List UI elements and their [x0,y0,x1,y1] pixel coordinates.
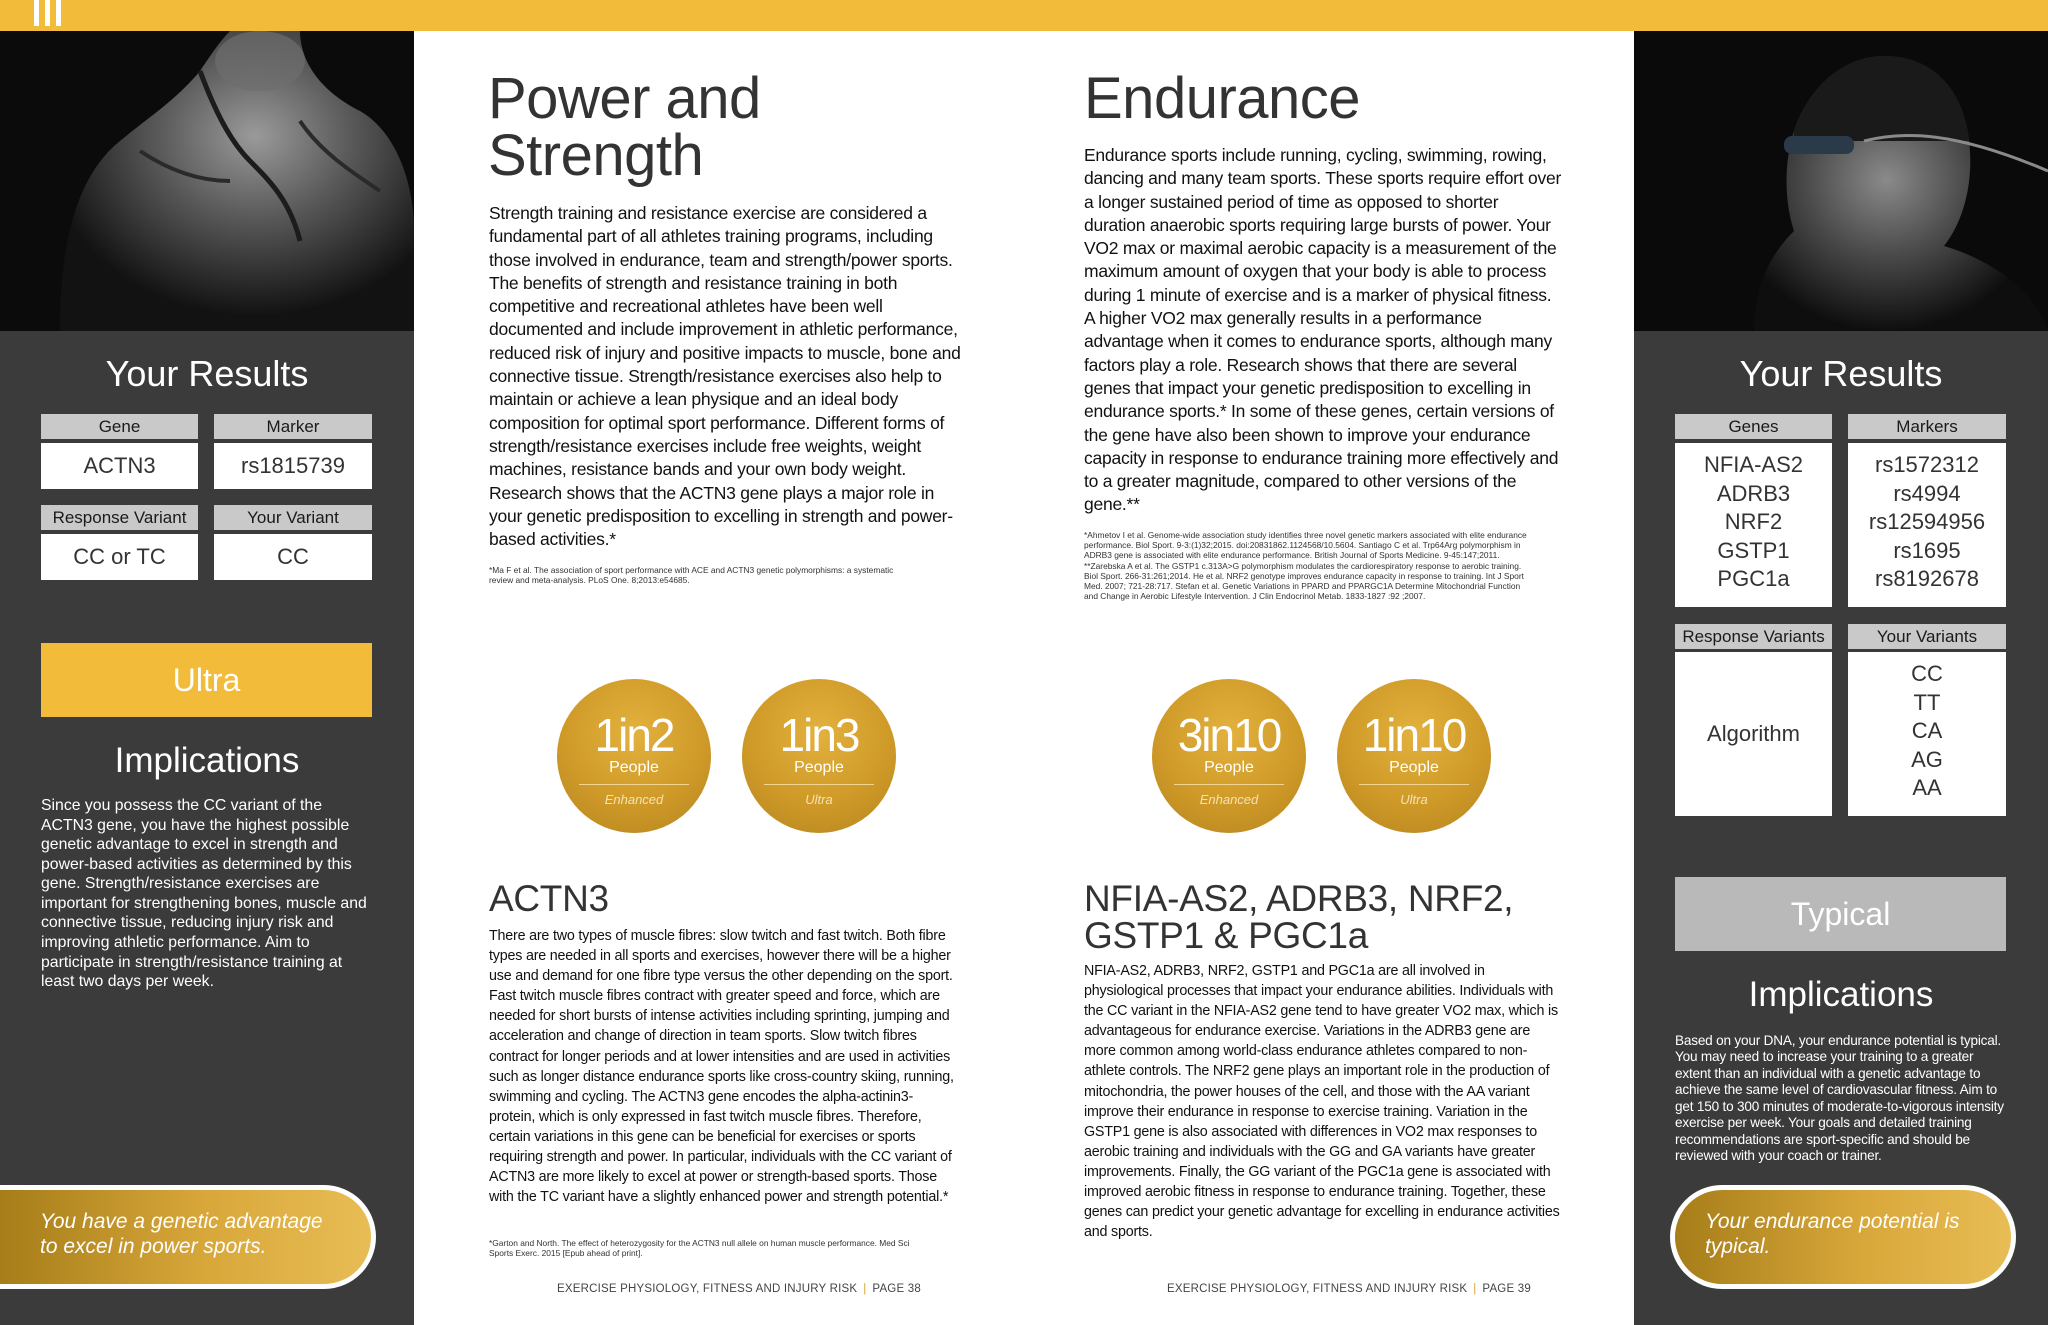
stat-circle-enhanced-endurance: 3in10 People Enhanced [1152,679,1306,833]
endurance-callout: Your endurance potential is typical. [1670,1185,2016,1289]
endurance-reference: *Ahmetov I et al. Genome-wide association study identifies three novel genetic markers associated with elite endurance performance. Biol Sport. 9-3:(1)32;2015. doi:20831862.1124568/10.5604. Santiago C et al. Trp64Arg polymorphism in ADRB3 gene is associated with elite endurance performance. British Journal of Sports Medicine. 9-45:147;2011. **Zarebska A et al. The GSTP1 c.313A>G polymorphism modulates the cardiorespiratory response to aerobic training. Biol Sport. 266-31:261;2014. He et al. NRF2 genotype improves endurance capacity in response to training. Int J Sport Med. 2007; 721-28:717. Stefan et al. Genetic Variations in PPARD and PPARGC1A Determine Mitochondrial Function and Change in Aerobic Lifestyle Intervention. J Clin Endocrinol Metab. 1833-1827 :92 ;2007. [1084,530,1527,602]
actn3-body: There are two types of muscle fibres: slow twitch and fast twitch. Both fibre types are needed in all sports and exercises, however there will be a higher use and demand for one fibre type versus the other depending on the sport. Fast twitch muscle fibres contract with greater speed and force, which are needed for short bursts of intense activities including sprinting, jumping and acceleration and change of direction in team sports. Slow twitch fibres contract for longer periods and at lower intensities and are used in activities such as longer distance endurance sports like cross-country skiing, running, swimming and cycling. The ACTN3 gene encodes the alpha-actinin3- protein, which is only expressed in fast twitch muscle fibres. Therefore, certain variations in this gene can be beneficial for exercises or sports requiring strength and power. In particular, individuals with the CC variant of ACTN3 are more likely to excel at power or strength-based sports. Those with the TC variant have a slightly enhanced power and strength potential.* [489,928,954,1206]
response-variants-label: Response Variants [1675,624,1832,649]
power-title: Power and Strength [488,66,761,188]
marker-value: rs1815739 [214,443,372,489]
actn3-reference: *Garton and North. The effect of heterozygosity for the ACTN3 null allele on human muscle performance. Med Sci Sports Exerc. 2015 [Epub ahead of print]. [489,1238,910,1259]
implications-title: Implications [114,741,300,780]
gene-label: Gene [41,414,198,439]
right-results-panel [1634,31,2048,1325]
results-title-right: Your Results [1739,353,1943,394]
implications-text: Since you possess the CC variant of the ACTN3 gene, you have the highest possible genetic advantage to excel in strength and power-based activities as determined by this gene. Strength/resistance exercises are important for strengthening bones, muscle and connective tissue, reducing injury risk and improving athletic performance. Aim to participate in strength/resistance training at least two days per week. [41,797,367,991]
markers-list: rs1572312 rs4994 rs12594956 rs1695 rs8192678 [1848,443,2006,607]
implications-title-right: Implications [1748,975,1934,1014]
your-variant-value: CC [214,534,372,580]
stat-circle-enhanced: 1in2 People Enhanced [557,679,711,833]
response-variant-label: Response Variant [41,505,198,530]
footer-page-39: EXERCISE PHYSIOLOGY, FITNESS AND INJURY RISK | PAGE 39 [1167,1283,1531,1295]
power-body: Strength training and resistance exercise are considered a fundamental part of all athletes training programs, including those involved in endurance, team and strength/power sports. The benefits of strength and resistance training in both competitive and recreational athletes have been well documented and include improvement in athletic performance, reduced risk of injury and positive impacts to muscle, bone and connective tissue. Strength/resistance exercises also help to maintain or achieve a lean physique and an ideal body composition for optimal sport performance. Different forms of strength/resistance exercises include free weights, weight machines, resistance bands and your own body weight. Research shows that the ACTN3 gene plays a major role in your genetic predisposition to excelling in strength and power-based activities.* [489,203,961,550]
endurance-title: Endurance [1084,66,1361,131]
results-title: Your Results [105,353,309,394]
swimmer-portrait-photo [1634,31,2048,331]
implications-text-right: Based on your DNA, your endurance potential is typical. You may need to increase your training to a greater extent than an individual with a genetic advantage to achieve the same level of cardiovascular fitness. Aim to get 150 to 300 minutes of moderate-to-vigorous intensity exercise per week. Your goals and detailed training recommendations are sport-specific and should be reviewed with your coach or trainer. [1675,1033,2004,1164]
marker-label: Marker [214,414,372,439]
your-variants-label: Your Variants [1848,624,2006,649]
muscular-back-photo [0,31,414,331]
stat-circle-ultra: 1in3 People Ultra [742,679,896,833]
markers-label: Markers [1848,414,2006,439]
footer-page-38: EXERCISE PHYSIOLOGY, FITNESS AND INJURY RISK | PAGE 38 [557,1283,921,1295]
gene-value: ACTN3 [41,443,198,489]
actn3-title: ACTN3 [489,878,609,919]
endurance-body: Endurance sports include running, cycling, swimming, rowing, dancing and many team sports. These sports require effort over a longer sustained period of time as opposed to shorter duration anaerobic sports requiring large bursts of power. Your VO2 max or maximal aerobic capacity is a measurement of the maximum amount of oxygen that your body is able to process during 1 minute of exercise and is a marker of physical fitness. A higher VO2 max generally results in a performance advantage when it comes to endurance sports, although many factors play a role. Research shows that there are several genes that impact your genetic predisposition to excelling in endurance sports.* In some of these genes, certain versions of the gene have also been shown to improve your endurance capacity in response to endurance training more effectively and to a greater magnitude, compared to other versions of the gene.** [1084,145,1562,515]
genes-list: NFIA-AS2 ADRB3 NRF2 GSTP1 PGC1a [1675,443,1832,607]
your-variant-label: Your Variant [214,505,372,530]
result-level-badge-right: Typical [1675,877,2006,951]
endurance-genes-title: NFIA-AS2, ADRB3, NRF2, GSTP1 & PGC1a [1084,878,1514,956]
your-variants-list: CC TT CA AG AA [1848,652,2006,816]
endurance-genes-body: NFIA-AS2, ADRB3, NRF2, GSTP1 and PGC1a are all involved in physiological processes that impact your endurance abilities. Individuals with the CC variant in the NFIA-AS2 gene tend to have greater VO2 max, which is advantageous for endurance exercise. Variations in the ADRB3 gene are more common among world-class endurance athletes compared to non-athlete controls. The NRF2 gene plays an important role in the production of mitochondria, the power houses of the cell, and those with the AA variant improve their endurance in response to exercise training. Variation in the GSTP1 gene is also associated with differences in VO2 max responses to aerobic training and individuals with the GG and GA variants have greater improvements. Finally, the GG variant of the PGC1a gene is associated with improved aerobic fitness in response to endurance training. Together, these genes can predict your genetic advantage for excelling in endurance activities and sports. [1084,963,1560,1241]
stat-circle-ultra-endurance: 1in10 People Ultra [1337,679,1491,833]
genes-label: Genes [1675,414,1832,439]
left-results-panel [0,31,414,1325]
response-variants-value: Algorithm [1675,652,1832,816]
power-reference: *Ma F et al. The association of sport performance with ACE and ACTN3 genetic polymorphisms: a systematic review and meta-analysis. PLoS One. 8;2013:e54685. [489,565,894,586]
response-variant-value: CC or TC [41,534,198,580]
power-callout: You have a genetic advantage to excel in power sports. [0,1185,376,1289]
corner-stripes [34,0,61,26]
result-level-badge: Ultra [41,643,372,717]
top-accent-bar [0,0,2048,31]
